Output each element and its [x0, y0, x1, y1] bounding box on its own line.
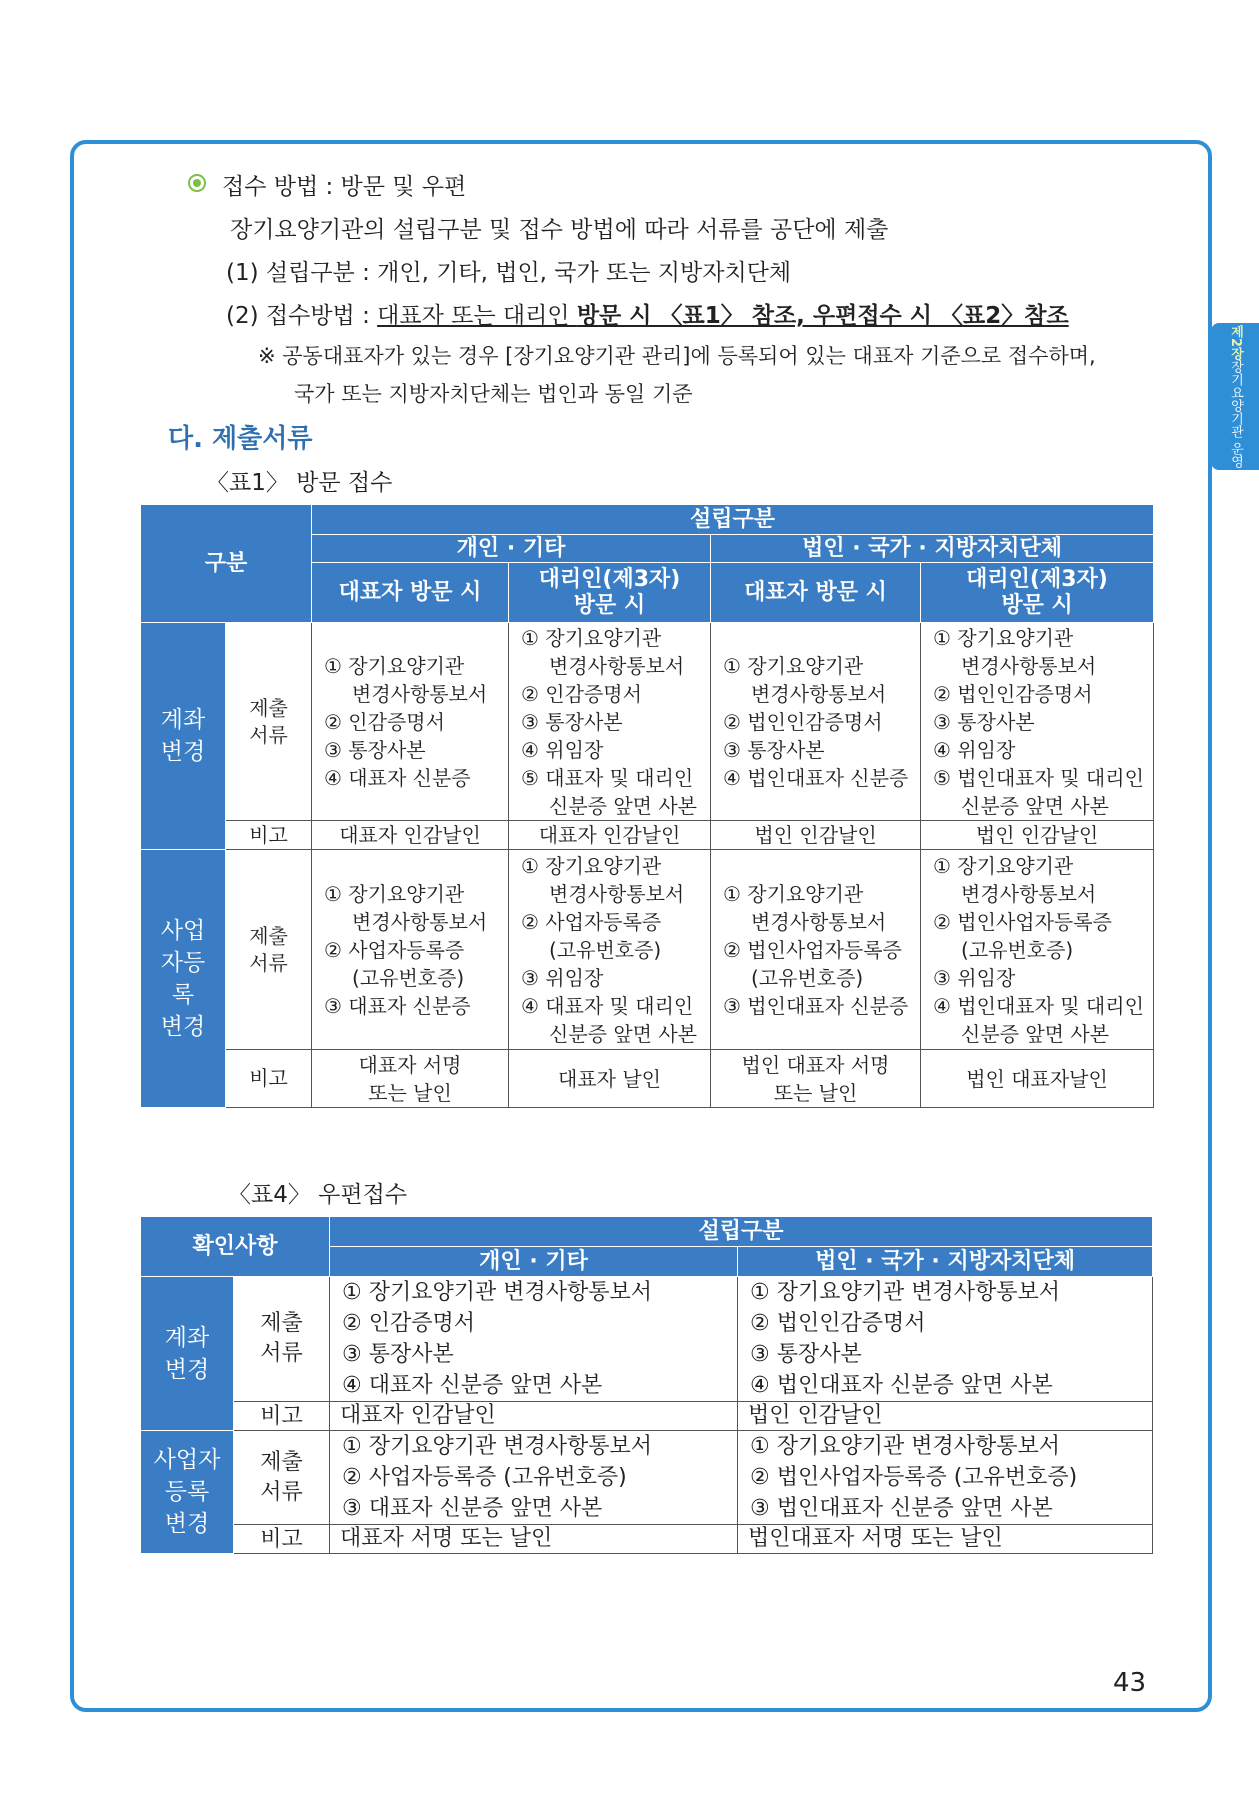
row-category-line: 변경	[160, 739, 206, 765]
doc-item: ③ 통장사본	[750, 1342, 862, 1367]
docs-label-line: 제출	[260, 1449, 303, 1475]
header-confirm: 확인사항	[141, 1217, 330, 1277]
note-cell	[509, 821, 711, 850]
doc-item: ① 장기요양기관 변경사항통보서	[750, 1434, 1061, 1459]
note-cell: 법인대표자 서명 또는 날인	[738, 1525, 1153, 1554]
note-cell: 대표자 서명 또는 날인	[330, 1525, 738, 1554]
table2-caption: 〈표4〉 우편접수	[228, 1182, 408, 1208]
doc-item: 변경사항통보서	[549, 881, 685, 906]
row-category-line: 등록	[164, 1479, 210, 1505]
docs-cell	[312, 850, 509, 1050]
header-proxy-visit-b-line1: 대리인(제3자)	[966, 566, 1108, 592]
doc-item: ② 인감증명서	[324, 709, 445, 734]
docs-cell	[738, 1431, 1153, 1525]
intro-line-1: 장기요양기관의 설립구분 및 접수 방법에 따라 서류를 공단에 제출	[230, 217, 889, 243]
docs-cell	[921, 623, 1154, 821]
note-cell: 대표자 인감날인	[330, 1402, 738, 1431]
intro-line-2: (1) 설립구분 : 개인, 기타, 법인, 국가 또는 지방자치단체	[226, 260, 792, 286]
row-category-line: 록	[171, 981, 195, 1008]
doc-item: ② 사업자등록증	[521, 909, 662, 934]
docs-cell	[509, 623, 711, 821]
doc-item: (고유번호증)	[751, 965, 864, 990]
doc-item: 변경사항통보서	[751, 681, 887, 706]
note-line: 대표자 서명	[358, 1052, 462, 1077]
doc-item: (고유번호증)	[961, 937, 1074, 962]
doc-item: ③ 위임장	[933, 965, 1016, 990]
intro-line-3	[226, 297, 1069, 330]
note-line: 대표자 인감날인	[339, 823, 481, 847]
chapter-side-tab	[1211, 323, 1259, 470]
note-cell	[312, 821, 509, 850]
doc-item: ⑤ 법인대표자 및 대리인	[933, 765, 1144, 790]
row-category-line: 사업자	[153, 1447, 221, 1473]
doc-item: ③ 법인대표자 신분증 앞면 사본	[750, 1496, 1053, 1521]
intro-note-1: ※ 공동대표자가 있는 경우 [장기요양기관 관리]에 등록되어 있는 대표자 기준으로 접수하며,	[258, 344, 1096, 368]
doc-item: ② 법인인감증명서	[750, 1311, 926, 1336]
row-category-line: 변경	[164, 1511, 210, 1537]
doc-item: ② 법인사업자등록증	[723, 937, 902, 962]
note-line: 대표자 날인	[558, 1066, 661, 1091]
doc-item: 변경사항통보서	[352, 681, 488, 706]
header-proxy-visit-a-line2: 방문 시	[573, 592, 646, 618]
doc-item: ② 법인사업자등록증 (고유번호증)	[750, 1465, 1078, 1490]
note-line: 법인 대표자날인	[966, 1066, 1108, 1091]
doc-item: 신분증 앞면 사본	[549, 1021, 697, 1046]
row-category	[141, 850, 226, 1108]
note-line: 또는 날인	[368, 1080, 452, 1105]
chapter-number: 제2장	[1228, 324, 1243, 360]
note-line: 대표자 인감날인	[538, 823, 681, 847]
doc-item: ④ 법인대표자 신분증 앞면 사본	[750, 1373, 1053, 1398]
doc-item: ② 법인사업자등록증	[933, 909, 1112, 934]
doc-item: ① 장기요양기관	[723, 881, 864, 906]
header-rep-visit-a: 대표자 방문 시	[312, 563, 509, 623]
table1-caption: 〈표1〉 방문 접수	[206, 470, 393, 496]
doc-item: ② 사업자등록증 (고유번호증)	[342, 1465, 627, 1490]
docs-label	[226, 623, 312, 821]
header-group-b: 법인 · 국가 · 지방자치단체	[711, 535, 1154, 563]
row-category-line: 사업	[160, 917, 206, 944]
docs-label-line: 서류	[260, 1479, 303, 1505]
row-category	[141, 1431, 234, 1554]
note-cell	[711, 1050, 921, 1108]
note-label: 비고	[234, 1402, 330, 1431]
header-group-a-2: 개인 · 기타	[330, 1247, 738, 1277]
docs-cell	[921, 850, 1154, 1050]
header-gubun: 구분	[141, 505, 312, 623]
docs-label	[234, 1277, 330, 1402]
note-cell	[312, 1050, 509, 1108]
header-rep-visit-b: 대표자 방문 시	[711, 563, 921, 623]
mail-table	[140, 1216, 1153, 1554]
header-seollip-2: 설립구분	[330, 1217, 1153, 1247]
doc-item: ③ 대표자 신분증	[324, 993, 471, 1018]
note-cell	[921, 821, 1154, 850]
doc-item: ① 장기요양기관 변경사항통보서	[750, 1280, 1061, 1305]
doc-item: ③ 통장사본	[723, 737, 825, 762]
docs-label-line: 제출	[249, 923, 288, 948]
note-cell	[921, 1050, 1154, 1108]
header-group-b-2: 법인 · 국가 · 지방자치단체	[738, 1247, 1153, 1277]
row-category-line: 변경	[160, 1013, 206, 1040]
intro-line-3-bold: 방문 시 〈표1〉 참조, 우편접수 시 〈표2〉참조	[576, 303, 1069, 329]
docs-label	[226, 850, 312, 1050]
docs-cell	[330, 1431, 738, 1525]
intro-line-3-plain: 대표자 또는 대리인	[377, 303, 577, 329]
doc-item: ① 장기요양기관	[933, 853, 1074, 878]
row-category-line: 계좌	[160, 707, 206, 733]
doc-item: ① 장기요양기관	[521, 625, 662, 650]
doc-item: ① 장기요양기관	[933, 625, 1074, 650]
docs-label	[234, 1431, 330, 1525]
doc-item: ② 인감증명서	[521, 681, 642, 706]
doc-item: (고유번호증)	[549, 937, 662, 962]
docs-cell	[738, 1277, 1153, 1402]
doc-item: ① 장기요양기관	[324, 653, 465, 678]
intro-note-2: 국가 또는 지방자치단체는 법인과 동일 기준	[294, 382, 693, 406]
docs-cell	[312, 623, 509, 821]
note-line: 법인 인감날인	[975, 823, 1099, 847]
doc-item: 변경사항통보서	[352, 909, 488, 934]
doc-item: ④ 법인대표자 및 대리인	[933, 993, 1144, 1018]
row-category-line: 자등	[160, 949, 206, 976]
doc-item: ④ 위임장	[521, 737, 604, 762]
note-line: 또는 날인	[773, 1080, 858, 1105]
doc-item: 변경사항통보서	[549, 653, 685, 678]
chapter-title: 장기요양기관 운영	[1228, 359, 1243, 469]
doc-item: 신분증 앞면 사본	[961, 1021, 1109, 1046]
doc-item: 변경사항통보서	[961, 881, 1097, 906]
doc-item: (고유번호증)	[352, 965, 465, 990]
doc-item: ③ 통장사본	[324, 737, 426, 762]
doc-item: ④ 법인대표자 신분증	[723, 765, 909, 790]
header-proxy-visit-b	[921, 563, 1154, 623]
doc-item: ③ 법인대표자 신분증	[723, 993, 909, 1018]
docs-cell	[711, 623, 921, 821]
note-line: 법인 인감날인	[754, 823, 877, 847]
intro-heading: 접수 방법 : 방문 및 우편	[222, 174, 467, 200]
doc-item: ③ 통장사본	[342, 1342, 454, 1367]
docs-cell	[711, 850, 921, 1050]
doc-item: ② 인감증명서	[342, 1311, 475, 1336]
note-line: 법인 대표자 서명	[741, 1052, 890, 1077]
header-proxy-visit-b-line2: 방문 시	[1001, 592, 1073, 618]
row-category	[141, 1277, 234, 1431]
doc-item: 변경사항통보서	[751, 909, 887, 934]
docs-label-line: 서류	[249, 950, 288, 975]
header-proxy-visit-a-line1: 대리인(제3자)	[538, 566, 681, 592]
doc-item: ④ 대표자 및 대리인	[521, 993, 694, 1018]
row-category	[141, 623, 226, 850]
docs-label-line: 서류	[249, 722, 288, 747]
doc-item: ② 법인인감증명서	[933, 681, 1093, 706]
doc-item: ① 장기요양기관	[723, 653, 864, 678]
visit-table	[140, 504, 1154, 1108]
docs-label-line: 제출	[249, 695, 288, 720]
doc-item: ③ 통장사본	[521, 709, 623, 734]
doc-item: ③ 대표자 신분증 앞면 사본	[342, 1496, 603, 1521]
note-label: 비고	[226, 821, 312, 850]
doc-item: ④ 위임장	[933, 737, 1016, 762]
note-cell	[711, 821, 921, 850]
header-proxy-visit-a	[509, 563, 711, 623]
doc-item: ③ 통장사본	[933, 709, 1035, 734]
doc-item: ④ 대표자 신분증 앞면 사본	[342, 1373, 603, 1398]
docs-cell	[509, 850, 711, 1050]
docs-cell	[330, 1277, 738, 1402]
docs-label-line: 서류	[260, 1341, 303, 1366]
note-label: 비고	[226, 1050, 312, 1108]
doc-item: ④ 대표자 신분증	[324, 765, 471, 790]
row-category-line: 변경	[164, 1356, 210, 1383]
note-cell: 법인 인감날인	[738, 1402, 1153, 1431]
header-group-a: 개인 · 기타	[312, 535, 711, 563]
bullet-circle-icon	[188, 174, 206, 192]
doc-item: 신분증 앞면 사본	[961, 793, 1109, 818]
doc-item: ② 사업자등록증	[324, 937, 465, 962]
header-seollip: 설립구분	[312, 505, 1154, 535]
doc-item: ① 장기요양기관 변경사항통보서	[342, 1280, 653, 1305]
row-category-line: 계좌	[164, 1324, 210, 1351]
doc-item: ② 법인인감증명서	[723, 709, 883, 734]
page-number: 43	[1113, 1668, 1147, 1698]
docs-label-line: 제출	[260, 1311, 303, 1336]
section-title: 다. 제출서류	[168, 424, 313, 454]
doc-item: ① 장기요양기관	[324, 881, 465, 906]
note-label: 비고	[234, 1525, 330, 1554]
note-cell	[509, 1050, 711, 1108]
doc-item: 변경사항통보서	[961, 653, 1097, 678]
doc-item: ① 장기요양기관	[521, 853, 662, 878]
doc-item: ① 장기요양기관 변경사항통보서	[342, 1434, 653, 1459]
intro-line-3-prefix: (2) 접수방법 :	[226, 303, 378, 329]
doc-item: 신분증 앞면 사본	[549, 793, 697, 818]
doc-item: ⑤ 대표자 및 대리인	[521, 765, 694, 790]
doc-item: ③ 위임장	[521, 965, 604, 990]
